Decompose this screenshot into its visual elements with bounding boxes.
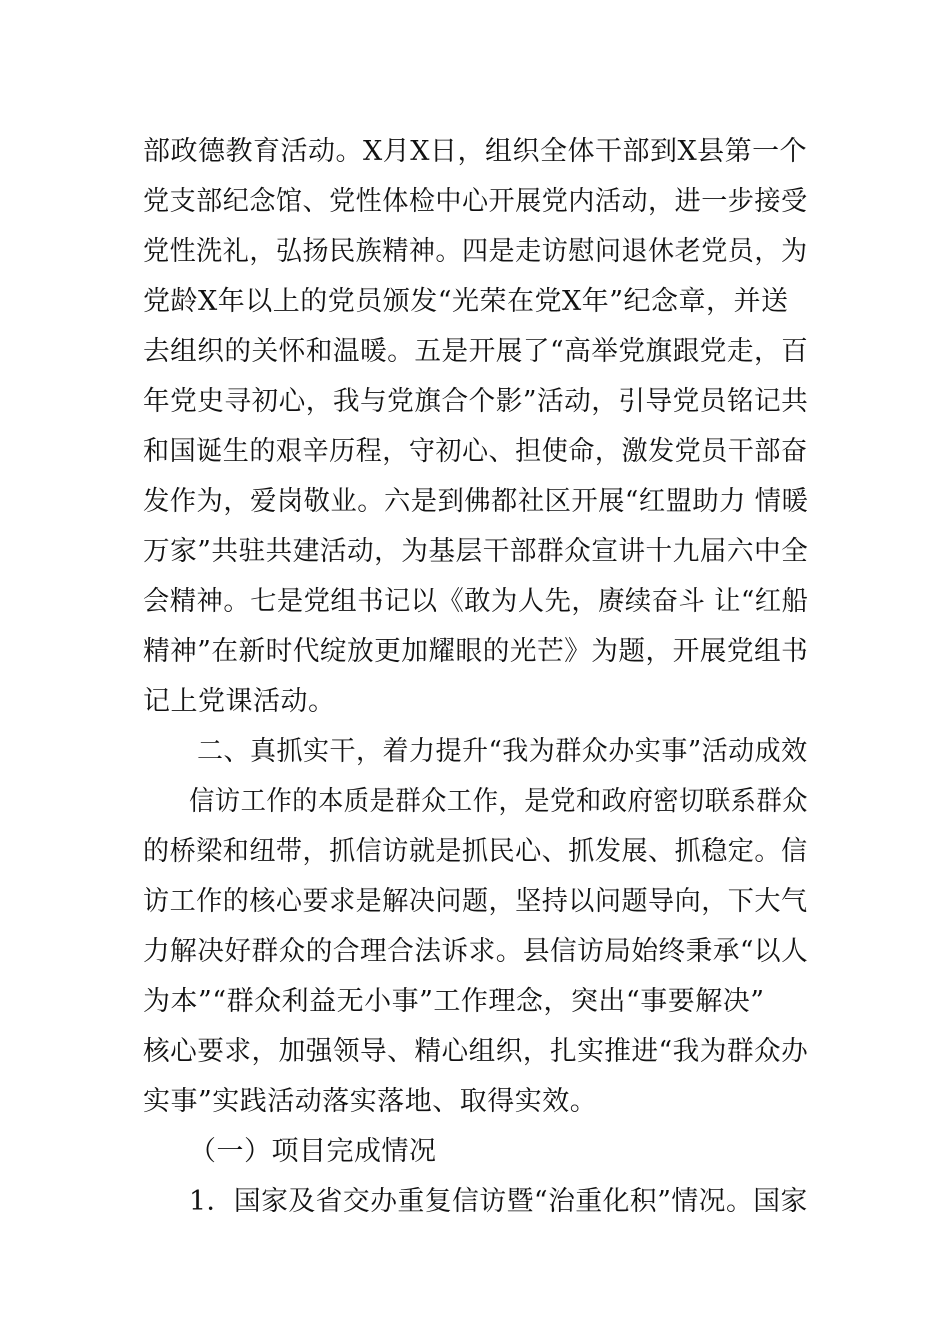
paragraph-line: 党支部纪念馆、党性体检中心开展党内活动，进一步接受 bbox=[143, 186, 808, 217]
paragraph-line: 实事”实践活动落实落地、取得实效。 bbox=[143, 1086, 598, 1117]
paragraph-line: 部政德教育活动。X月X日，组织全体干部到X县第一个 bbox=[143, 136, 808, 167]
numbered-item: 1．国家及省交办重复信访暨“治重化积”情况。国家 bbox=[189, 1186, 808, 1217]
paragraph-line: 访工作的核心要求是解决问题，坚持以问题导向，下大气 bbox=[143, 886, 808, 917]
paragraph-line: 的桥梁和纽带，抓信访就是抓民心、抓发展、抓稳定。信 bbox=[143, 836, 808, 867]
paragraph-line: 力解决好群众的合理合法诉求。县信访局始终秉承“以人 bbox=[143, 936, 809, 967]
paragraph-line: 核心要求，加强领导、精心组织，扎实推进“我为群众办 bbox=[143, 1036, 809, 1067]
paragraph-line: 去组织的关怀和温暖。五是开展了“高举党旗跟党走，百 bbox=[143, 336, 809, 367]
paragraph-line: 为本”“群众利益无小事”工作理念，突出“事要解决” bbox=[143, 986, 765, 1017]
paragraph-line: 会精神。七是党组书记以《敢为人先，赓续奋斗 让“红船 bbox=[143, 586, 809, 617]
paragraph-line: 发作为，爱岗敬业。六是到佛都社区开展“红盟助力 情暖 bbox=[143, 486, 809, 517]
subsection-heading: （一）项目完成情况 bbox=[189, 1136, 437, 1167]
paragraph-line: 和国诞生的艰辛历程，守初心、担使命，激发党员干部奋 bbox=[143, 436, 808, 467]
paragraph-line: 年党史寻初心，我与党旗合个影”活动，引导党员铭记共 bbox=[143, 386, 809, 417]
section-heading: 二、真抓实干，着力提升“我为群众办实事”活动成效 bbox=[197, 736, 808, 767]
paragraph-line: 党龄X年以上的党员颁发“光荣在党X年”纪念章，并送 bbox=[143, 286, 789, 317]
paragraph-line: 信访工作的本质是群众工作，是党和政府密切联系群众 bbox=[189, 786, 809, 817]
paragraph-line: 记上党课活动。 bbox=[143, 686, 336, 717]
paragraph-line: 精神”在新时代绽放更加耀眼的光芒》为题，开展党组书 bbox=[143, 636, 809, 667]
paragraph-line: 万家”共驻共建活动，为基层干部群众宣讲十九届六中全 bbox=[143, 536, 809, 567]
paragraph-line: 党性洗礼，弘扬民族精神。四是走访慰问退休老党员，为 bbox=[143, 236, 808, 267]
